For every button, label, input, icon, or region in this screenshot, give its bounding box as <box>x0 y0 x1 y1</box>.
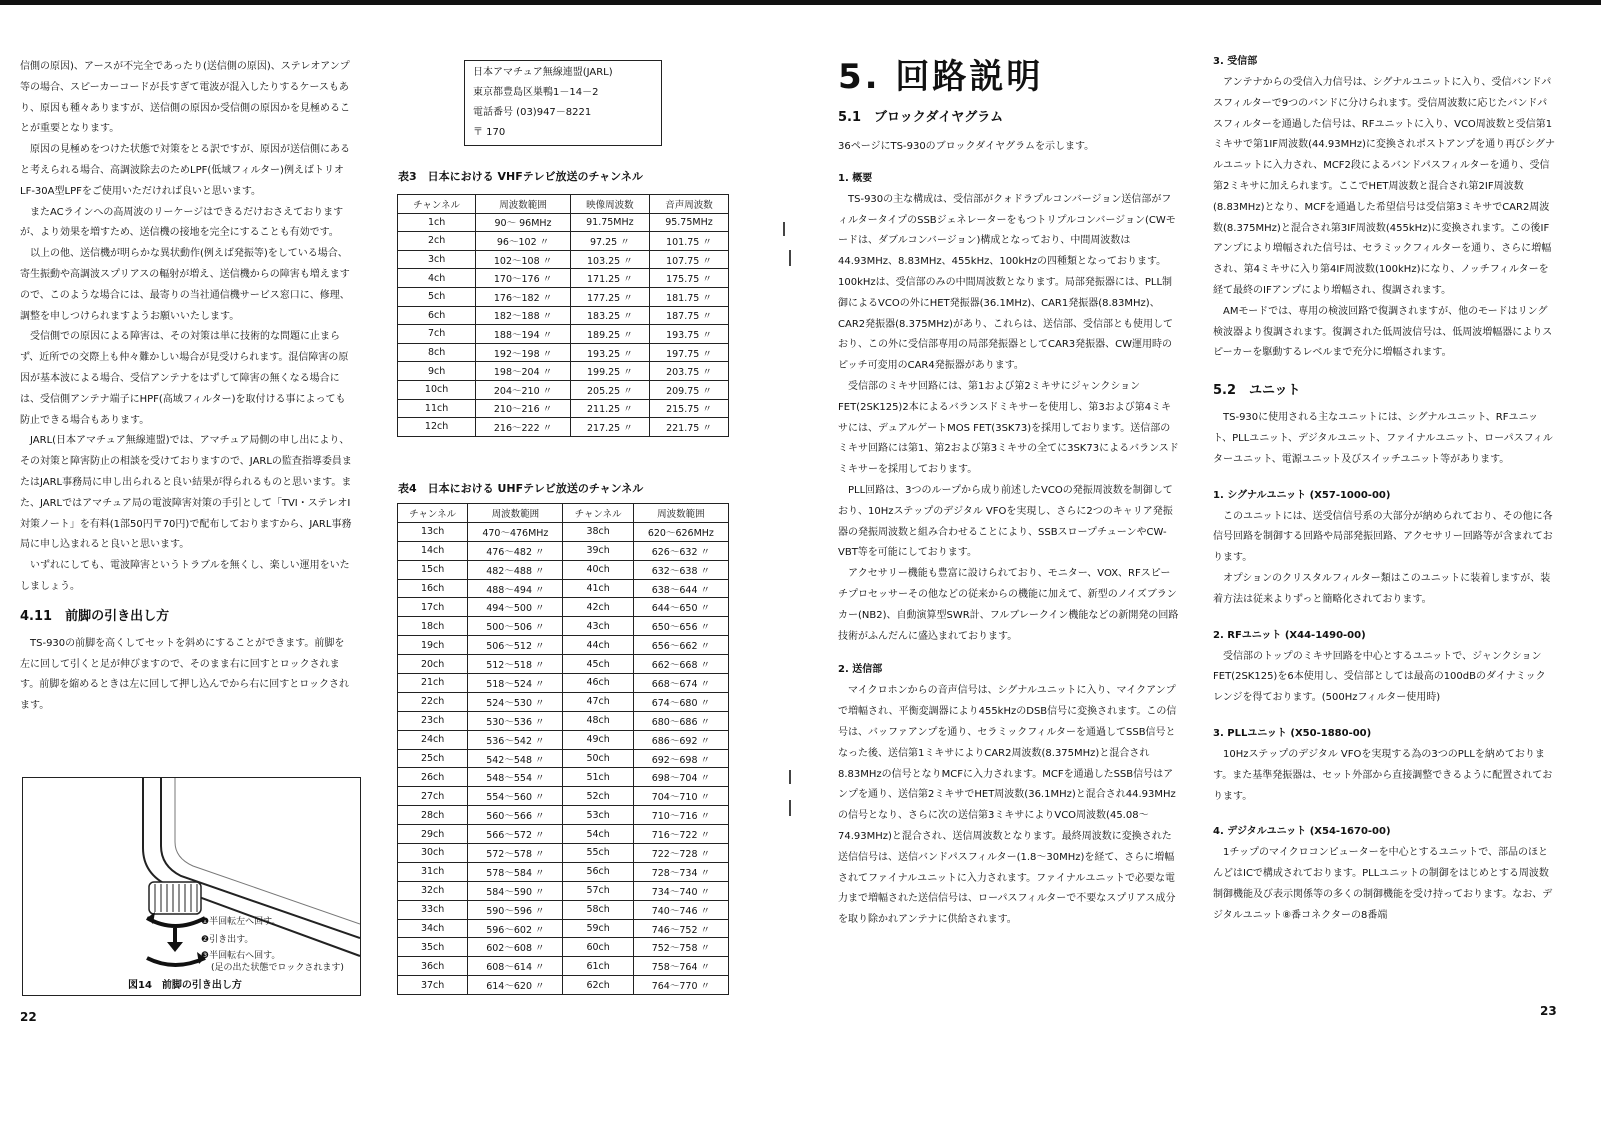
table-cell: 101.75 〃 <box>649 232 728 251</box>
table-cell: 188～194 〃 <box>476 325 571 344</box>
figure-caption: 図14 前脚の引き出し方 <box>128 980 242 991</box>
table-cell: 530～536 〃 <box>468 711 563 730</box>
table-cell: 608～614 〃 <box>468 957 563 976</box>
table-cell: 16ch <box>398 579 468 598</box>
table-cell: 193.75 〃 <box>649 325 728 344</box>
table-cell: 728～734 〃 <box>633 862 728 881</box>
address-line: 〒 170 <box>473 127 506 138</box>
subsection-heading: 2. RFユニット (X44-1490-00) <box>1213 629 1366 641</box>
table-row <box>398 380 729 399</box>
table-cell: 698～704 〃 <box>633 768 728 787</box>
left-column <box>20 57 354 717</box>
table-cell: 45ch <box>563 655 633 674</box>
address-line: 東京都豊島区巣鴨1－14－2 <box>473 87 599 98</box>
table-cell: 602～608 〃 <box>468 938 563 957</box>
table-row <box>398 287 729 306</box>
table-cell: 34ch <box>398 919 468 938</box>
scan-top-edge <box>0 0 1601 5</box>
table-cell: 96～102 〃 <box>476 232 571 251</box>
table-cell: 37ch <box>398 976 468 995</box>
table-cell: 199.25 〃 <box>570 362 649 381</box>
table-cell: 11ch <box>398 399 476 418</box>
table-cell: 39ch <box>563 541 633 560</box>
table-cell: 1ch <box>398 213 476 232</box>
table-cell: 53ch <box>563 806 633 825</box>
paragraph: 受信部のミキサ回路には、第1および第2ミキサにジャンクションFET(2SK125)2本によるバランスドミキサーを使用し、第3および第4ミキサには、デュアルゲートMOS FET(3SK73)を採用しております。送信部のミキサ回路には第1、第2および第3ミキサの全てに3SK73によるバランスドミキサーを採用しております。 <box>838 380 1179 476</box>
section-heading: 5.1 ブロックダイヤグラム <box>838 110 1004 125</box>
table-cell: 620～626MHz <box>633 522 728 541</box>
paragraph: JARL(日本アマチュア無線連盟)では、アマチュア局側の申し出により、その対策と障害防止の相談を受けておりますので、JARLの監査指導委員またはJARL事務局に申し出られると良い結果が得られるものと思います。また、JARLではアマチュア局の電波障害対策の手引として「TVI・ステレオI対策ノート」を有料(1部50円〒70円)で配布しておりますから、JARL事務局に申し込まれると良いと思います。 <box>20 435 352 551</box>
table-cell: 22ch <box>398 692 468 711</box>
table-cell: 60ch <box>563 938 633 957</box>
page-number-right: 23 <box>1540 1004 1557 1018</box>
paragraph: 36ページにTS-930のブロックダイヤグラムを示します。 <box>838 141 1095 152</box>
table-cell: 614～620 〃 <box>468 976 563 995</box>
subsection-heading: 2. 送信部 <box>838 664 883 676</box>
table-cell: 90～ 96MHz <box>476 213 571 232</box>
table-header-cell: 周波数範囲 <box>476 195 571 214</box>
table-cell: 15ch <box>398 560 468 579</box>
table-row <box>398 976 729 995</box>
table-cell: 584～590 〃 <box>468 881 563 900</box>
table-cell: 26ch <box>398 768 468 787</box>
table-row <box>398 617 729 636</box>
table-cell: 2ch <box>398 232 476 251</box>
margin-mark <box>789 800 791 816</box>
table-header-row <box>398 504 729 523</box>
table-cell: 548～554 〃 <box>468 768 563 787</box>
table-cell: 51ch <box>563 768 633 787</box>
table-row <box>398 938 729 957</box>
table-row <box>398 749 729 768</box>
section-heading: 4.11 前脚の引き出し方 <box>20 608 170 624</box>
table-cell: 752～758 〃 <box>633 938 728 957</box>
table-cell: 470～476MHz <box>468 522 563 541</box>
table-cell: 54ch <box>563 825 633 844</box>
chapter-title: 5. 回路説明 <box>838 57 1044 97</box>
table-cell: 6ch <box>398 306 476 325</box>
table-cell: 31ch <box>398 862 468 881</box>
table-cell: 221.75 〃 <box>649 418 728 437</box>
table-row <box>398 250 729 269</box>
table-row <box>398 692 729 711</box>
table-cell: 668～674 〃 <box>633 674 728 693</box>
table-cell: 176～182 〃 <box>476 287 571 306</box>
table-cell: 566～572 〃 <box>468 825 563 844</box>
table-cell: 181.75 〃 <box>649 287 728 306</box>
margin-mark <box>789 770 791 784</box>
table-row <box>398 900 729 919</box>
uhf-channel-table <box>397 503 729 995</box>
table-row <box>398 213 729 232</box>
table-cell: 187.75 〃 <box>649 306 728 325</box>
table-cell: 209.75 〃 <box>649 380 728 399</box>
page-number-left: 22 <box>20 1010 37 1024</box>
table-row <box>398 787 729 806</box>
table-cell: 716～722 〃 <box>633 825 728 844</box>
table-cell: 170～176 〃 <box>476 269 571 288</box>
paragraph: 受信部のトップのミキサ回路を中心とするユニットで、ジャンクションFET(2SK125)を6本使用し、受信部としては最高の100dBのダイナミックレンジを得ております。(500Hzフィルター使用時) <box>1213 650 1546 704</box>
table-cell: 30ch <box>398 844 468 863</box>
table-cell: 50ch <box>563 749 633 768</box>
table-cell: 197.75 〃 <box>649 343 728 362</box>
jarl-address-box <box>464 60 662 146</box>
figure-note: ❶半回転左へ回す。 <box>201 917 281 927</box>
table-cell: 18ch <box>398 617 468 636</box>
table-cell: 61ch <box>563 957 633 976</box>
table-cell: 52ch <box>563 787 633 806</box>
table-cell: 49ch <box>563 730 633 749</box>
table-cell: 216～222 〃 <box>476 418 571 437</box>
table-cell: 14ch <box>398 541 468 560</box>
paragraph: TS-930の前脚を高くしてセットを斜めにすることができます。前脚を左に回して引くと足が伸びますので、そのまま右に回すとロックされます。前脚を縮めるときは左に回して押し込んでから右に回すとロックされます。 <box>20 637 349 712</box>
table-cell: 524～530 〃 <box>468 692 563 711</box>
table-cell: 572～578 〃 <box>468 844 563 863</box>
paragraph: TS-930に使用される主なユニットには、シグナルユニット、RFユニット、PLLユニット、デジタルユニット、ファイナルユニット、ローパスフィルターユニット、電源ユニット及びスイッチユニット等があります。 <box>1213 412 1553 465</box>
table-row <box>398 399 729 418</box>
table-row <box>398 655 729 674</box>
table-cell: 183.25 〃 <box>570 306 649 325</box>
table-row <box>398 806 729 825</box>
table-cell: 21ch <box>398 674 468 693</box>
table4-title: 表4 日本における UHFテレビ放送のチャンネル <box>398 482 644 495</box>
table-row <box>398 862 729 881</box>
table-cell: 632～638 〃 <box>633 560 728 579</box>
table-cell: 488～494 〃 <box>468 579 563 598</box>
paragraph: アクセサリー機能も豊富に設けられており、モニター、VOX、RFスピーチプロセッサーその他などの従来からの機能に加えて、新型のノイズブランカー(NB2)、自動演算型SWR計、フルブレークイン機能などの新開発の回路技術がふんだんに盛込まれております。 <box>838 568 1179 642</box>
table-row <box>398 844 729 863</box>
table-row <box>398 825 729 844</box>
table-cell: 175.75 〃 <box>649 269 728 288</box>
table-cell: 704～710 〃 <box>633 787 728 806</box>
table-cell: 23ch <box>398 711 468 730</box>
paragraph: PLL回路は、3つのループから成り前述したVCOの発振周波数を制御しており、10Hzステップのデジタル VFOを実現し、さらに2つのキャリア発振器の発振周波数と組み合わせることにより、SSBスロープチューンやCW-VBT等を可能にしております。 <box>838 484 1173 559</box>
table-cell: 189.25 〃 <box>570 325 649 344</box>
table-cell: 43ch <box>563 617 633 636</box>
table-cell: 746～752 〃 <box>633 919 728 938</box>
table-cell: 27ch <box>398 787 468 806</box>
table-cell: 10ch <box>398 380 476 399</box>
table-cell: 590～596 〃 <box>468 900 563 919</box>
table-cell: 8ch <box>398 343 476 362</box>
paragraph: 10Hzステップのデジタル VFOを実現する為の3つのPLLを納めております。また基準発振器は、セット外部から直接調整できるように配置されております。 <box>1213 748 1553 802</box>
margin-mark <box>783 222 785 236</box>
table-cell: 38ch <box>563 522 633 541</box>
table-cell: 7ch <box>398 325 476 344</box>
paragraph: 以上の他、送信機が明らかな異状動作(例えば発振等)をしている場合、寄生振動や高調波スプリアスの輻射が増え、送信機からの障害も増えますので、このような場合には、最寄りの当社通信機サービス窓口に、修理、調整を申しつけられますようお願いいたします。 <box>20 248 350 322</box>
table-cell: 758～764 〃 <box>633 957 728 976</box>
table-cell: 19ch <box>398 636 468 655</box>
table-header-cell: チャンネル <box>398 504 468 523</box>
table-cell: 680～686 〃 <box>633 711 728 730</box>
subsection-heading: 1. シグナルユニット (X57-1000-00) <box>1213 489 1391 501</box>
table-cell: 20ch <box>398 655 468 674</box>
table-cell: 58ch <box>563 900 633 919</box>
table-cell: 25ch <box>398 749 468 768</box>
table-header-cell: 周波数範囲 <box>468 504 563 523</box>
table-cell: 41ch <box>563 579 633 598</box>
table-cell: 686～692 〃 <box>633 730 728 749</box>
table-cell: 171.25 〃 <box>570 269 649 288</box>
figure-note: ❷引き出す。 <box>201 935 254 945</box>
table-cell: 217.25 〃 <box>570 418 649 437</box>
subsection-heading: 3. PLLユニット (X50-1880-00) <box>1213 727 1372 739</box>
table-cell: 626～632 〃 <box>633 541 728 560</box>
table-row <box>398 598 729 617</box>
table-row <box>398 674 729 693</box>
table-row <box>398 919 729 938</box>
paragraph: いずれにしても、電波障害というトラブルを無くし、楽しい運用をいたしましょう。 <box>20 560 350 592</box>
figure-front-leg <box>22 777 361 996</box>
table-cell: 650～656 〃 <box>633 617 728 636</box>
table-cell: 506～512 〃 <box>468 636 563 655</box>
table-cell: 198～204 〃 <box>476 362 571 381</box>
table-cell: 494～500 〃 <box>468 598 563 617</box>
figure-note: ❸半回転右へ回す。 <box>201 951 281 961</box>
table-cell: 103.25 〃 <box>570 250 649 269</box>
table-cell: 95.75MHz <box>649 213 728 232</box>
table-cell: 102～108 〃 <box>476 250 571 269</box>
table-cell: 656～662 〃 <box>633 636 728 655</box>
table-cell: 596～602 〃 <box>468 919 563 938</box>
table-cell: 62ch <box>563 976 633 995</box>
table-cell: 55ch <box>563 844 633 863</box>
table-cell: 476～482 〃 <box>468 541 563 560</box>
paragraph: マイクロホンからの音声信号は、シグナルユニットに入り、マイクアンプで増幅され、平衡変調器により455kHzのDSB信号に変換されます。この信号は、バッファアンプを通り、セラミックフィルターを通過してSSB信号となった後、送信第1ミキサによりCAR2周波数(8.375MHz)と混合され8.83MHzの信号となりMCFに入力されます。MCFを通過したSSB信号はアンプを通り、送信第2ミキサでHET周波数(36.1MHz)と混合され44.93MHzの信号となり、さらに次の送信第3ミキサによりVCO周波数(45.08～74.93MHz)と混合され、送信周波数となります。最終周波数に変換された送信信号は、送信バンドパスフィルター(1.8～30MHz)を経て、さらに増幅されてファイナルユニットに入力されます。ファイナルユニットで必要な電力まで増幅された送信信号は、ローパスフィルターで不要なスプリアス成分を取り除かれアンテナに供給されます。 <box>838 685 1177 926</box>
table-row <box>398 541 729 560</box>
table-cell: 710～716 〃 <box>633 806 728 825</box>
table-cell: 560～566 〃 <box>468 806 563 825</box>
table-row <box>398 325 729 344</box>
table3-title: 表3 日本における VHFテレビ放送のチャンネル <box>398 170 643 183</box>
table-cell: 3ch <box>398 250 476 269</box>
table-row <box>398 306 729 325</box>
table-header-cell: 映像周波数 <box>570 195 649 214</box>
table-cell: 518～524 〃 <box>468 674 563 693</box>
paragraph: 受信側での原因による障害は、その対策は単に技術的な問題に止まらず、近所での交際上も仲々難かしい場合が見受けられます。混信障害の原因が基本波による場合、受信アンテナをはずして障害の無くなる場合には、受信側アンテナ端子にHPF(高域フィルター)を取付ける事によっても防止できる場合もあります。 <box>20 331 349 426</box>
address-line: 日本アマチュア無線連盟(JARL) <box>473 67 613 78</box>
table-cell: 4ch <box>398 269 476 288</box>
table-cell: 500～506 〃 <box>468 617 563 636</box>
table-row <box>398 232 729 251</box>
right-column-1 <box>838 55 1180 931</box>
table-cell: 91.75MHz <box>570 213 649 232</box>
table-cell: 644～650 〃 <box>633 598 728 617</box>
table-cell: 554～560 〃 <box>468 787 563 806</box>
table-cell: 542～548 〃 <box>468 749 563 768</box>
table-cell: 107.75 〃 <box>649 250 728 269</box>
vhf-channel-table <box>397 194 729 437</box>
table-cell: 59ch <box>563 919 633 938</box>
table-cell: 46ch <box>563 674 633 693</box>
table-row <box>398 881 729 900</box>
table-cell: 512～518 〃 <box>468 655 563 674</box>
table-cell: 578～584 〃 <box>468 862 563 881</box>
paragraph: TS-930の主な構成は、受信部がクォドラプルコンバージョン送信部がフィルタータイプのSSBジェネレーターをもつトリプルコンバージョン(CWモードは、ダブルコンバージョン)構成となっており、中間周波数は44.93MHz、8.83MHz、455kHz、100kHzの四種類となっております。100kHzは、受信部のみの中間周波数となります。局部発振器には、PLL制御によるVCOの外にHET発振器(36.1MHz)、CAR1発振器(8.83MHz)、CAR2発振器(8.375MHz)があり、これらは、送信部、受信部とも使用しており、この外に受信部専用の局部発振器としてCAR3発振器、CW運用時のピッチ可変用のCAR4発振器があります。 <box>838 193 1176 372</box>
table-cell: 203.75 〃 <box>649 362 728 381</box>
table-cell: 215.75 〃 <box>649 399 728 418</box>
table-cell: 662～668 〃 <box>633 655 728 674</box>
subsection-heading: 3. 受信部 <box>1213 56 1258 67</box>
table-row <box>398 768 729 787</box>
table-header-cell: チャンネル <box>398 195 476 214</box>
table-cell: 13ch <box>398 522 468 541</box>
table-cell: 28ch <box>398 806 468 825</box>
table-row <box>398 418 729 437</box>
paragraph: 1チップのマイクロコンピューターを中心とするユニットで、部品のほとんどはICで構成されております。PLLユニットの制御をはじめとする周波数制御機能及び表示関係等の多くの制御機能を受け持っております。なお、デジタルユニット⑧番コネクターの8番端 <box>1213 847 1553 921</box>
table-cell: 12ch <box>398 418 476 437</box>
paragraph: オプションのクリスタルフィルター類はこのユニットに装着しますが、装着方法は従来よりずっと簡略化されております。 <box>1213 572 1551 605</box>
table-row <box>398 957 729 976</box>
paragraph: 信側の原因)、アースが不完全であったり(送信側の原因)、ステレオアンプ等の場合、スピーカーコードが長すぎて電波が混入したりするケースもあり、原因も種々ありますが、送信側の原因か受信側の原因かを見極めることが重要となります。 <box>20 61 350 135</box>
table-cell: 211.25 〃 <box>570 399 649 418</box>
table-cell: 722～728 〃 <box>633 844 728 863</box>
table-cell: 56ch <box>563 862 633 881</box>
table-row <box>398 579 729 598</box>
table-cell: 9ch <box>398 362 476 381</box>
table-cell: 17ch <box>398 598 468 617</box>
table-cell: 638～644 〃 <box>633 579 728 598</box>
paragraph: このユニットには、送受信信号系の大部分が納められており、その他に各信号回路を制御する回路や局部発振回路、アクセサリー回路等が含まれております。 <box>1213 510 1553 564</box>
table-cell: 36ch <box>398 957 468 976</box>
table-row <box>398 362 729 381</box>
table-cell: 57ch <box>563 881 633 900</box>
table-cell: 692～698 〃 <box>633 749 728 768</box>
table-cell: 32ch <box>398 881 468 900</box>
section-heading: 5.2 ユニット <box>1213 383 1301 399</box>
table-cell: 24ch <box>398 730 468 749</box>
figure-note: (足の出た状態でロックされます) <box>211 963 344 973</box>
table-cell: 764～770 〃 <box>633 976 728 995</box>
table-cell: 192～198 〃 <box>476 343 571 362</box>
subsection-heading: 1. 概要 <box>838 172 873 184</box>
table-cell: 210～216 〃 <box>476 399 571 418</box>
table-row <box>398 636 729 655</box>
margin-mark <box>789 250 791 266</box>
table-cell: 193.25 〃 <box>570 343 649 362</box>
table-header-row <box>398 195 729 214</box>
paragraph: AMモードでは、専用の検波回路で復調されますが、他のモードはリング検波器より復調されます。復調された低周波信号は、低周波増幅器によりスピーカーを駆動するレベルまで充分に増幅されます。 <box>1213 305 1553 359</box>
table-cell: 29ch <box>398 825 468 844</box>
table-cell: 40ch <box>563 560 633 579</box>
table-header-cell: チャンネル <box>563 504 633 523</box>
table-cell: 205.25 〃 <box>570 380 649 399</box>
table-cell: 35ch <box>398 938 468 957</box>
table-cell: 482～488 〃 <box>468 560 563 579</box>
table-cell: 182～188 〃 <box>476 306 571 325</box>
table-row <box>398 711 729 730</box>
table-cell: 734～740 〃 <box>633 881 728 900</box>
table-cell: 48ch <box>563 711 633 730</box>
table-cell: 177.25 〃 <box>570 287 649 306</box>
paragraph: アンテナからの受信入力信号は、シグナルユニットに入り、受信バンドパスフィルターで9つのバンドに分けられます。受信周波数に応じたバンドパスフィルターを通過した信号は、RFユニットに入り、VCO周波数と受信第1ミキサで第1IF周波数(44.93MHz)に変換されポストアンプを通り再びシグナルユニットに入力され、MCF2段によるバンドパスフィルターを通り、受信第2ミキサに加えられます。ここでHET周波数と混合され第2IF周波数(8.83MHz)となり、MCFを通過した希望信号は受信第3ミキサでCAR2周波数(8.375MHz)と混合され第3IF周波数(455kHz)に変換されます。この後IFアンプにより増幅された信号は、セラミックフィルターを通り、さらに増幅され、第4ミキサに入り第4IF周波数(100kHz)になり、ノッチフィルターを経て最終のIFアンプにより増幅され、復調されます。 <box>1213 77 1555 296</box>
address-line: 電話番号 (03)947－8221 <box>473 107 592 118</box>
table-header-cell: 周波数範囲 <box>633 504 728 523</box>
table-cell: 740～746 〃 <box>633 900 728 919</box>
table-cell: 536～542 〃 <box>468 730 563 749</box>
table-row <box>398 343 729 362</box>
table-cell: 42ch <box>563 598 633 617</box>
front-leg-illustration <box>23 778 360 973</box>
table-cell: 33ch <box>398 900 468 919</box>
table-row <box>398 560 729 579</box>
table-cell: 674～680 〃 <box>633 692 728 711</box>
table-header-cell: 音声周波数 <box>649 195 728 214</box>
table-row <box>398 269 729 288</box>
table-cell: 47ch <box>563 692 633 711</box>
table-cell: 5ch <box>398 287 476 306</box>
paragraph: 原因の見極めをつけた状態で対策をとる訳ですが、原因が送信側にあると考えられる場合、高調波除去のためLPF(低域フィルター)例えばトリオLF-30A型LPFをご使用いただければ良いと思います。 <box>20 144 350 197</box>
table-cell: 44ch <box>563 636 633 655</box>
paragraph: またACラインへの高周波のリーケージはできるだけおさえておりますが、より効果を増すため、送信機の接地を完全にすることも有効です。 <box>20 206 344 239</box>
table-row <box>398 522 729 541</box>
table-cell: 97.25 〃 <box>570 232 649 251</box>
table-row <box>398 730 729 749</box>
subsection-heading: 4. デジタルユニット (X54-1670-00) <box>1213 826 1391 838</box>
table-cell: 204～210 〃 <box>476 380 571 399</box>
right-column-2 <box>1213 53 1555 927</box>
